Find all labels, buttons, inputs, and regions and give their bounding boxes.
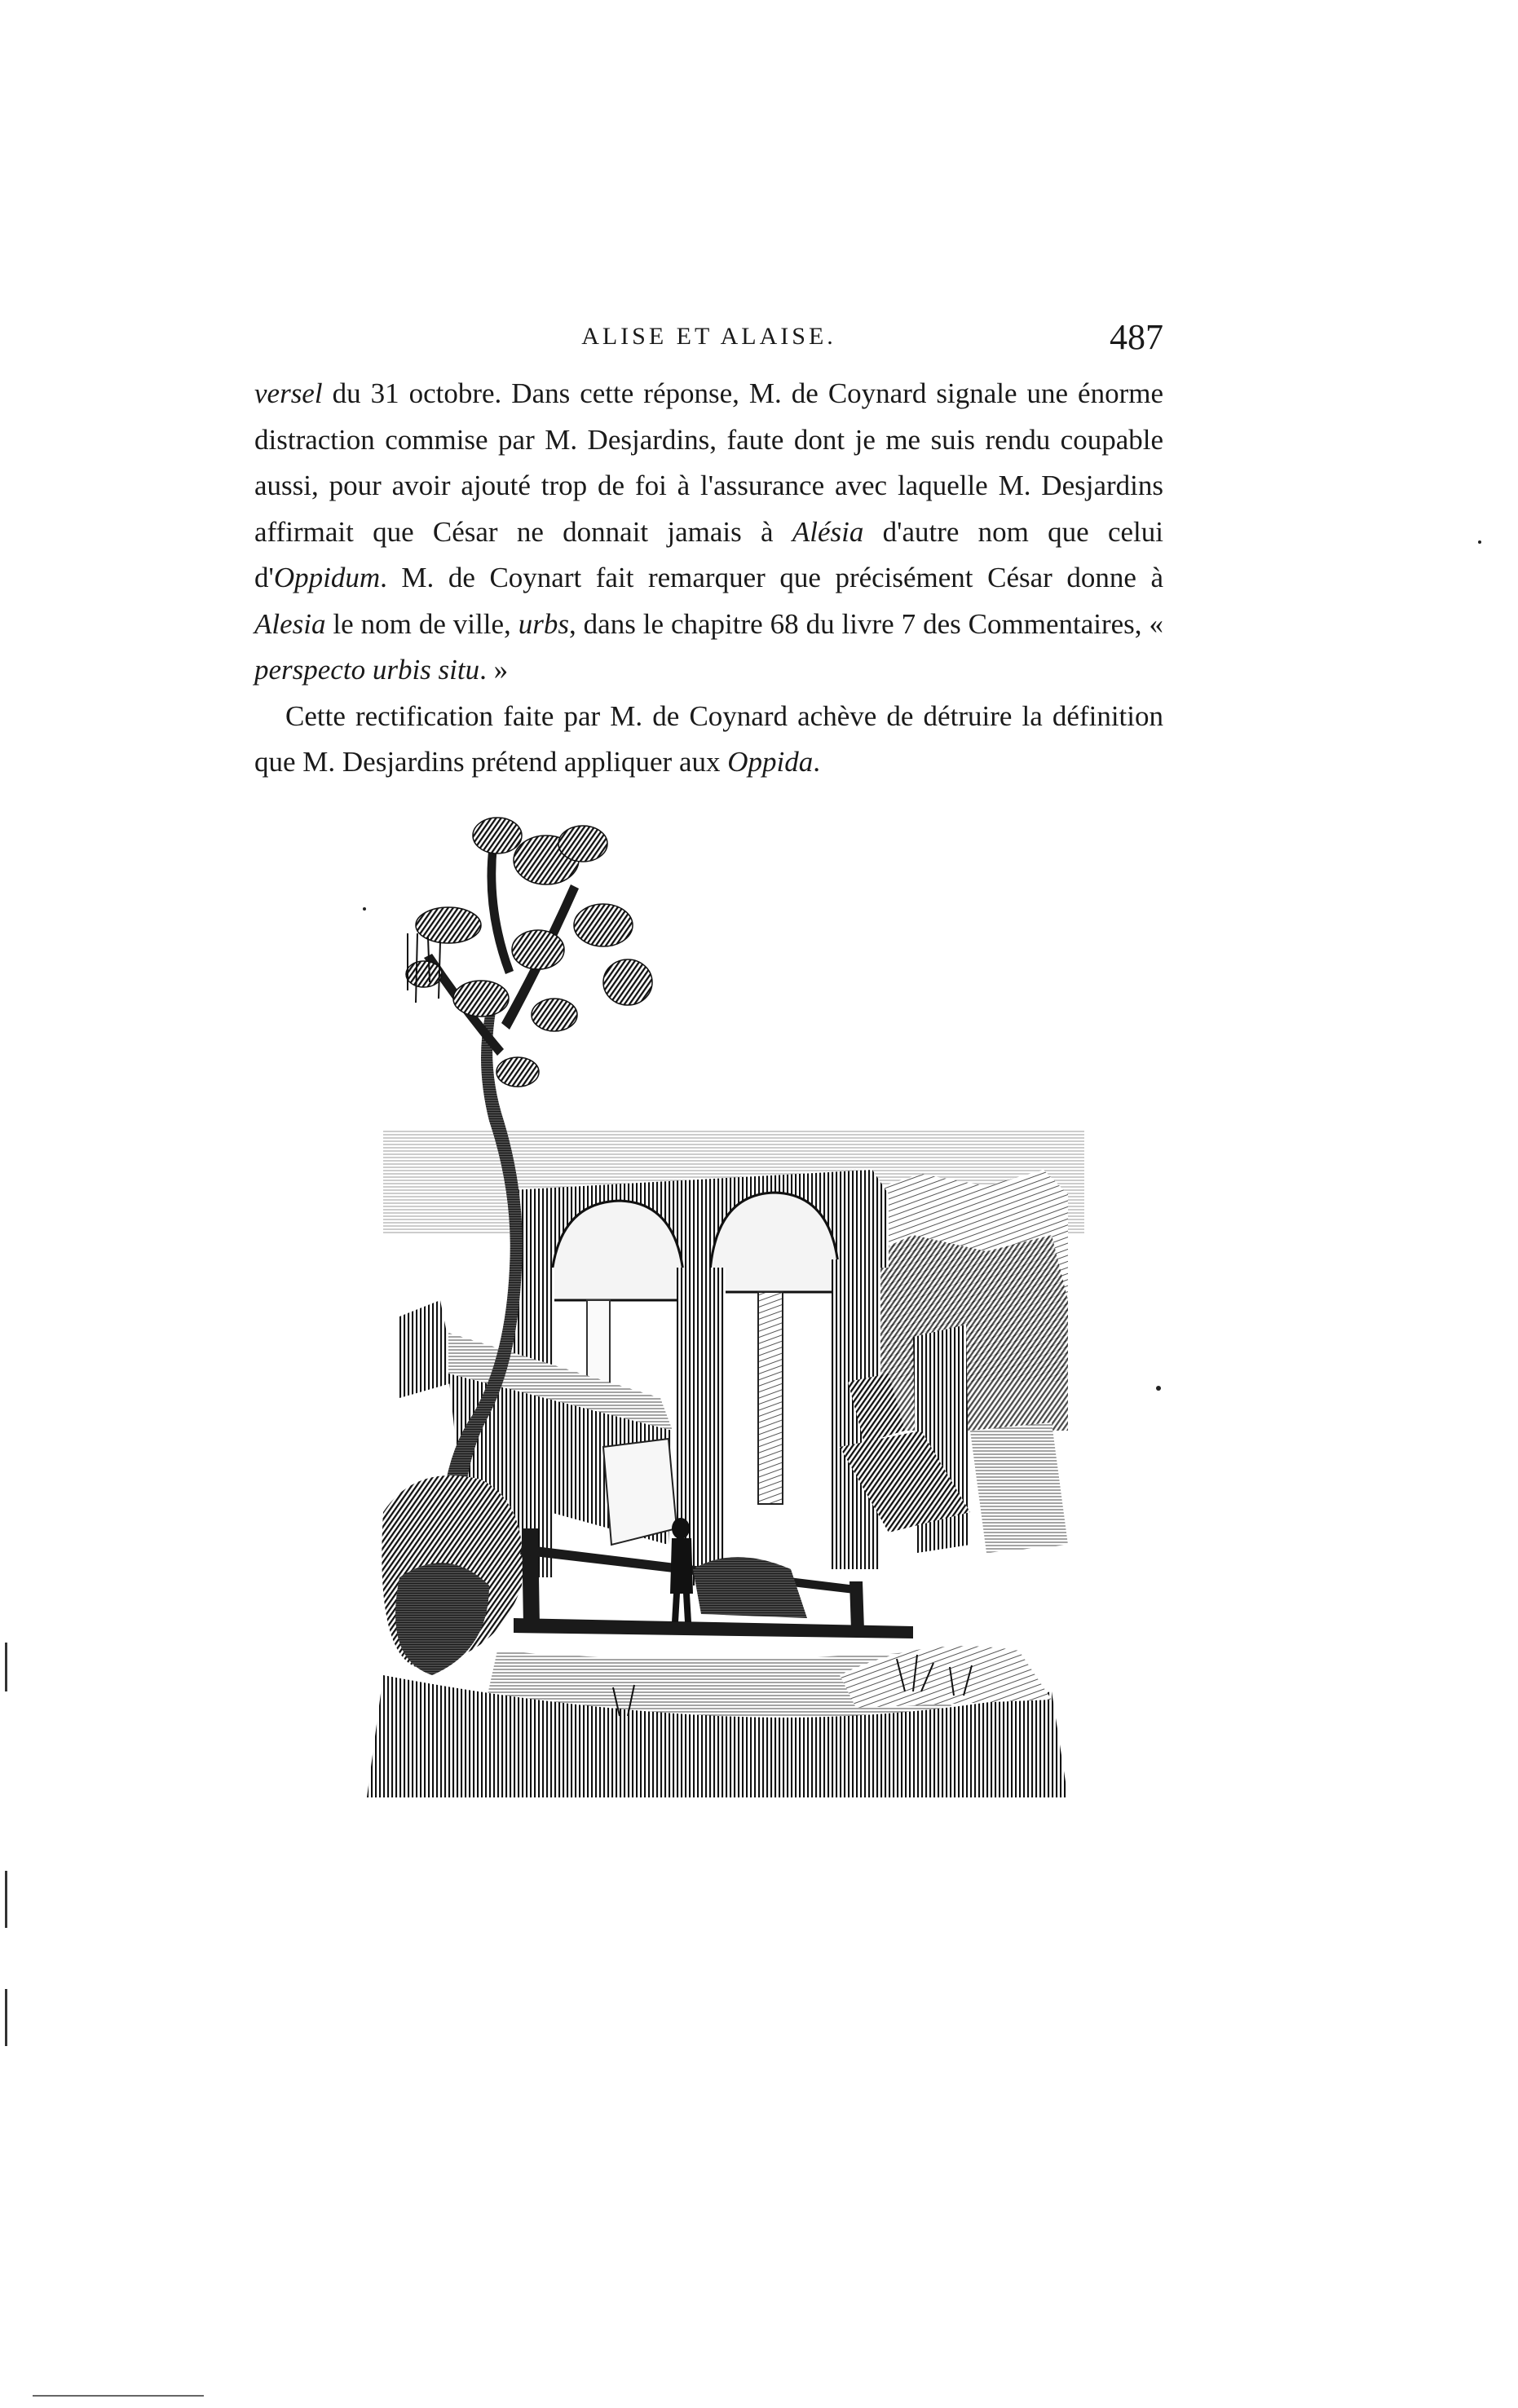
italic-text: Alésia [792,515,864,548]
text-run: . M. de Coynart fait remarquer que précisément César donne à [380,562,1163,593]
text-run: d'autre nom que celui d' [254,515,1163,593]
text-run: le nom de ville, [325,607,519,640]
engraving-illustration [351,811,1084,1830]
italic-text: Alesia [254,607,326,640]
scan-mark [5,1871,7,1928]
running-head [254,316,1163,365]
text-block [254,371,1163,786]
text-run: Cette rectification faite par M. de Coynard achève de détruire la définition que M. Desjardins prétend appliquer aux [254,699,1163,778]
text-run: . » [479,654,509,686]
page-number: 487 [1110,317,1163,357]
text-run: du 31 octobre. Dans cette réponse, M. de Coynard signale une énorme distraction commise par M. Desjardins, faute dont je me suis rendu coupable aussi, pour avoir ajouté trop de foi à l'assurance avec laquelle M. Desjardins affirmait que César ne donnait jamais à [254,377,1163,548]
italic-text: Oppida [727,746,814,778]
scan-mark [5,1643,7,1691]
running-title: ALISE ET ALAISE. [581,323,836,350]
text-run: . [813,746,821,778]
text-run: , dans le chapitre 68 du livre 7 des Commentaires, « [568,607,1163,640]
speck [1156,1386,1161,1391]
scan-mark [33,2395,204,2397]
scan-mark [5,1989,7,2046]
italic-text: versel [254,377,323,409]
speck [363,907,366,911]
speck [1478,540,1481,544]
italic-text: urbs [518,607,569,640]
aqueduct-engraving-image [351,811,1084,1830]
paragraph-2 [254,694,1163,786]
italic-text: Oppidum [273,562,381,593]
italic-text: perspecto urbis situ [254,654,480,686]
paragraph-1 [254,371,1163,694]
